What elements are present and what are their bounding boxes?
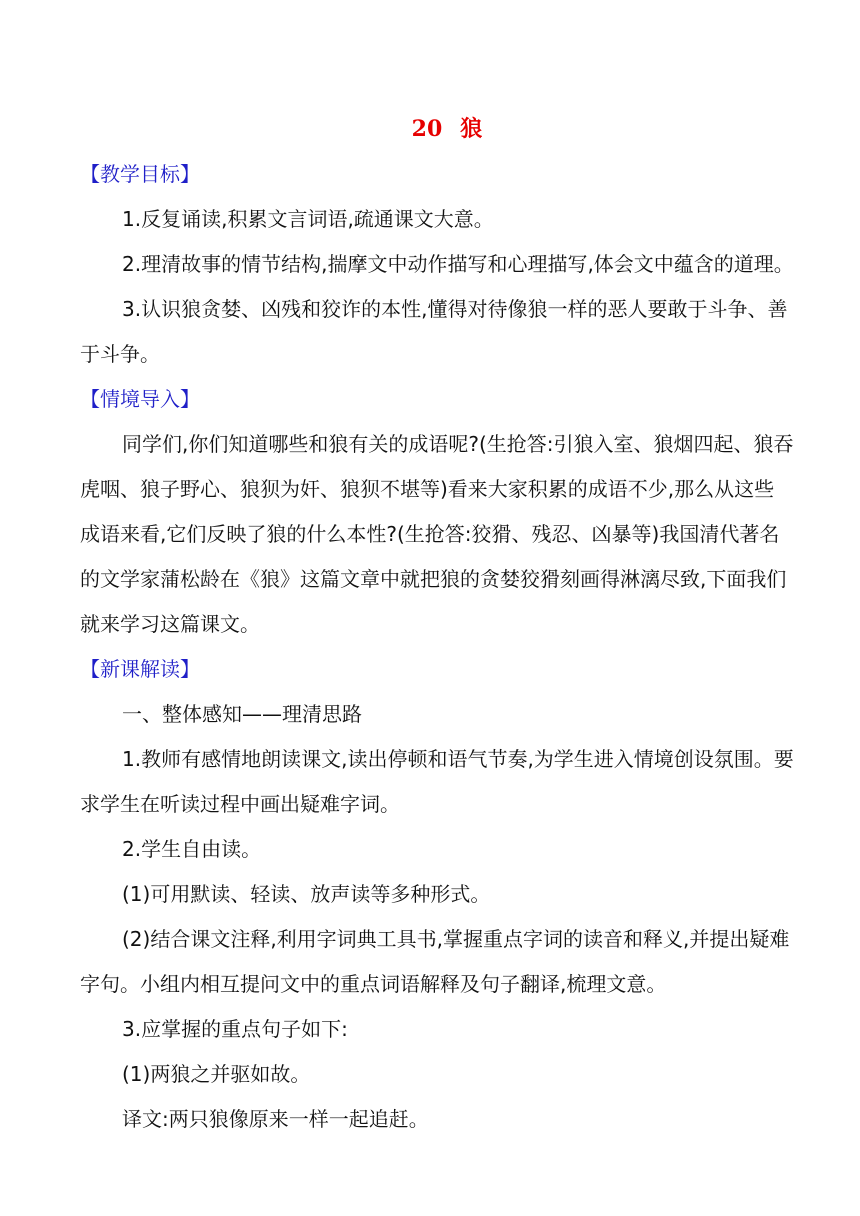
key-sentence-1-translation: 译文:两只狼像原来一样一起追赶。 [122,1107,429,1131]
section-heading-introduction: 【情境导入】 [80,387,200,411]
lesson-step-2: 2.学生自由读。 [122,837,262,861]
section-heading-new-lesson: 【新课解读】 [80,657,200,681]
introduction-paragraph: 同学们,你们知道哪些和狼有关的成语呢?(生抢答:引狼入室、狼烟四起、狼吞虎咽、狼子野心、狼狈为奸、狼狈不堪等)看来大家积累的成语不少,那么从这些成语来看,它们反映了狼的什么本性?(生抢答:狡猾、残忍、凶暴等)我国清代著名的文学家蒲松龄在《狼》这篇文章中就把狼的贪婪狡猾刻画得淋漓尽致,下面我们就来学习这篇课文。 [80,432,794,636]
objective-1: 1.反复诵读,积累文言词语,疏通课文大意。 [122,207,494,231]
lesson-number: 20 [411,116,443,142]
lesson-step-1: 1.教师有感情地朗读课文,读出停顿和语气节奏,为学生进入情境创设氛围。要求学生在听读过程中画出疑难字词。 [80,747,794,816]
lesson-step-2-item-1: (1)可用默读、轻读、放声读等多种形式。 [122,882,491,906]
section-heading-objectives: 【教学目标】 [80,162,200,186]
key-sentence-1: (1)两狼之并驱如故。 [122,1062,311,1086]
objective-3: 3.认识狼贪婪、凶残和狡诈的本性,懂得对待像狼一样的恶人要敢于斗争、善于斗争。 [80,297,788,366]
lesson-step-3: 3.应掌握的重点句子如下: [122,1017,348,1041]
objective-2: 2.理清故事的情节结构,揣摩文中动作描写和心理描写,体会文中蕴含的道理。 [122,252,794,276]
lesson-title-text: 狼 [460,116,483,142]
lesson-step-2-item-2: (2)结合课文注释,利用字词典工具书,掌握重点字词的读音和释义,并提出疑难字句。小组内相互提问文中的重点词语解释及句子翻译,梳理文意。 [80,927,790,996]
lesson-title [80,112,794,146]
lesson-subheading: 一、整体感知——理清思路 [122,702,362,726]
